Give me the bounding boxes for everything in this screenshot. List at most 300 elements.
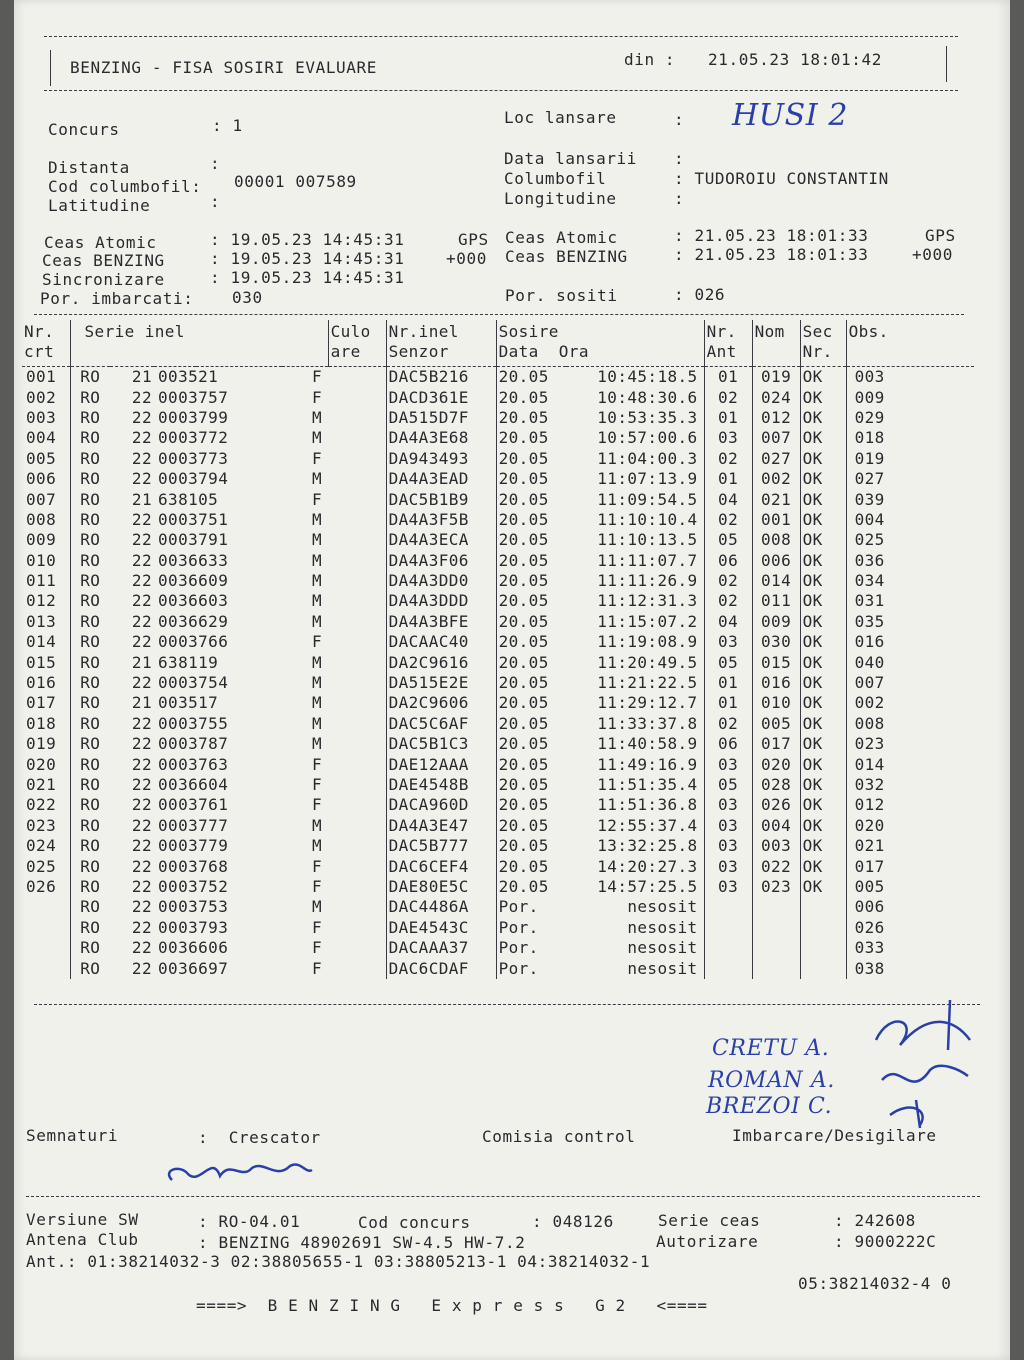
cell-nom: 004	[752, 816, 800, 836]
cell-ora: 10:57:00.6	[597, 428, 698, 448]
cell-senzor: DA4A3DDD	[386, 591, 496, 611]
cell-ant: 05	[704, 530, 752, 550]
cell-senzor: DAC5B216	[386, 367, 496, 388]
cell-ant: 05	[704, 775, 752, 795]
cell-nom: 028	[752, 775, 800, 795]
cell-an: 22	[131, 795, 152, 815]
loc-lansare-value: HUSI 2	[732, 98, 849, 133]
left-benzing-extra: +000	[446, 249, 487, 268]
cell-empty	[328, 714, 386, 734]
cell-data: 20.05	[496, 795, 566, 815]
cell-obs: 009	[846, 387, 974, 407]
cell-inel: 0003754	[158, 673, 229, 693]
cell-inel: 638119	[158, 652, 219, 672]
cell-an: 22	[131, 958, 152, 978]
cell-nom: 015	[752, 652, 800, 672]
cell-obs: 039	[846, 489, 974, 509]
cell-inel: 0036603	[158, 591, 229, 611]
cell-sex: F	[312, 775, 323, 794]
latitudine-label: Latitudine	[48, 196, 151, 215]
cell-sex: F	[312, 632, 323, 652]
table-row	[22, 938, 974, 958]
cell-ora: 10:53:35.3	[597, 407, 698, 427]
cell-sec: OK	[800, 591, 846, 611]
table-top-border	[34, 314, 964, 315]
cell-ora: 14:20:27.3	[597, 856, 698, 876]
cell-sec: OK	[800, 571, 846, 591]
cell-nr: 011	[26, 571, 57, 591]
cell-nom	[752, 897, 800, 917]
col-serie-inel: Serie inel	[70, 320, 328, 367]
cell-sec	[800, 958, 846, 978]
cell-empty	[328, 856, 386, 876]
col-ant: Nr. Ant	[704, 320, 752, 367]
cell-empty	[328, 408, 386, 428]
cell-tara: RO	[70, 469, 110, 489]
cell-sec: OK	[800, 387, 846, 407]
longitudine-label: Longitudine	[504, 189, 617, 208]
cell-an: 22	[131, 407, 152, 427]
cell-an: 22	[131, 469, 152, 489]
cell-nom: 009	[752, 612, 800, 632]
cell-inel: 0036629	[158, 611, 229, 631]
cell-tara: RO	[70, 877, 110, 897]
cell-data: 20.05	[496, 551, 566, 571]
table-row	[22, 652, 974, 672]
cell-sec: OK	[800, 551, 846, 571]
cell-sec: OK	[800, 714, 846, 734]
cell-senzor: DA4A3BFE	[386, 612, 496, 632]
cell-ora: 11:51:36.8	[597, 795, 698, 815]
cell-obs: 027	[846, 469, 974, 489]
cell-ant: 03	[704, 816, 752, 836]
cell-obs: 005	[846, 877, 974, 897]
cell-empty	[328, 734, 386, 754]
cell-nr: 013	[26, 611, 57, 631]
table-header-row	[22, 320, 974, 367]
cell-sex: F	[312, 448, 323, 468]
cell-nom	[752, 958, 800, 978]
antennas-line-2: 05:38214032-4 0	[798, 1274, 952, 1293]
cell-sec: OK	[800, 367, 846, 388]
cell-obs: 014	[846, 754, 974, 774]
col-culoare: Culo are	[328, 320, 386, 367]
right-atomic-extra: GPS	[925, 226, 956, 245]
cell-senzor: DAE4543C	[386, 918, 496, 938]
cell-inel: 0003793	[158, 917, 229, 937]
cell-nom: 020	[752, 754, 800, 774]
cell-ant: 06	[704, 551, 752, 571]
cell-senzor: DAC5B1C3	[386, 734, 496, 754]
cell-an: 22	[131, 713, 152, 733]
table-bottom-border	[34, 1004, 980, 1005]
cell-sex: M	[312, 652, 323, 672]
cell-ant: 03	[704, 836, 752, 856]
cell-obs: 029	[846, 408, 974, 428]
cell-senzor: DA4A3F5B	[386, 510, 496, 530]
cell-empty	[328, 877, 386, 897]
cell-nom: 007	[752, 428, 800, 448]
cell-ant: 02	[704, 714, 752, 734]
cell-data: Por.	[496, 938, 566, 958]
cell-ora: 11:12:31.3	[597, 591, 698, 611]
table-row	[22, 449, 974, 469]
cell-an: 22	[131, 917, 152, 937]
cell-ora: 11:19:08.9	[597, 632, 698, 652]
cell-inel: 0003752	[158, 876, 229, 896]
cell-empty	[328, 571, 386, 591]
cell-empty	[328, 652, 386, 672]
cell-data: 20.05	[496, 877, 566, 897]
data-lansarii-value: :	[674, 149, 685, 168]
cell-ora: 11:10:10.4	[597, 509, 698, 529]
cell-nr: 004	[26, 428, 57, 448]
longitudine-value: :	[674, 189, 685, 208]
cell-sex: F	[312, 876, 323, 896]
cell-ora: 11:15:07.2	[597, 611, 698, 631]
cell-ant: 02	[704, 449, 752, 469]
cell-empty	[328, 795, 386, 815]
cell-sex: F	[312, 754, 323, 774]
cell-tara: RO	[70, 938, 110, 958]
cell-sec: OK	[800, 632, 846, 652]
cell-sec: OK	[800, 693, 846, 713]
table-row	[22, 754, 974, 774]
versiune-label: Versiune SW	[26, 1210, 139, 1229]
cell-sec: OK	[800, 836, 846, 856]
cell-nom: 019	[752, 367, 800, 388]
cell-obs: 003	[846, 367, 974, 388]
table-row	[22, 387, 974, 407]
cell-an: 22	[131, 509, 152, 529]
cell-obs: 006	[846, 897, 974, 917]
cell-an: 21	[131, 652, 152, 672]
data-lansarii-label: Data lansarii	[504, 149, 638, 168]
semnaturi-label: Semnaturi	[26, 1126, 119, 1145]
cell-an: 22	[131, 673, 152, 693]
signature-name-1: CRETU A.	[712, 1036, 830, 1061]
cell-inel: 0003768	[158, 856, 229, 876]
cell-obs: 007	[846, 673, 974, 693]
cell-ant	[704, 938, 752, 958]
col-sec: Sec Nr.	[800, 320, 846, 367]
cod-columbofil-value: 00001 007589	[234, 172, 357, 191]
cell-sec: OK	[800, 489, 846, 509]
cell-obs: 021	[846, 836, 974, 856]
cell-senzor: DAC5B1B9	[386, 489, 496, 509]
cell-nr: 025	[26, 856, 57, 876]
cell-nr: 026	[26, 876, 57, 896]
cell-inel: 0003761	[158, 795, 229, 815]
cell-ora: 11:21:22.5	[597, 673, 698, 693]
columbofil-label: Columbofil	[504, 169, 607, 188]
distanta-value: :	[210, 154, 221, 173]
cell-an: 22	[131, 815, 152, 835]
cell-sex: M	[312, 713, 323, 733]
sincronizare-label: Sincronizare	[42, 270, 165, 289]
table-row	[22, 693, 974, 713]
cell-data: Por.	[496, 897, 566, 917]
concurs-value: : 1	[212, 116, 243, 135]
cell-ant: 01	[704, 367, 752, 388]
cell-ant: 01	[704, 408, 752, 428]
cell-tara: RO	[70, 836, 110, 856]
cell-empty	[328, 918, 386, 938]
autorizare-value: : 9000222C	[834, 1232, 937, 1251]
cell-inel: 638105	[158, 489, 219, 509]
cell-sex: F	[312, 387, 323, 407]
cell-empty	[328, 530, 386, 550]
cell-obs: 036	[846, 551, 974, 571]
cell-nom: 005	[752, 714, 800, 734]
loc-lansare-label: Loc lansare	[504, 108, 617, 127]
cell-sec: OK	[800, 734, 846, 754]
cell-nr: 005	[26, 448, 57, 468]
cell-tara: RO	[70, 551, 110, 571]
cell-data: 20.05	[496, 408, 566, 428]
cell-senzor: DAC5C6AF	[386, 714, 496, 734]
cell-nr: 016	[26, 673, 57, 693]
cell-inel: 0003777	[158, 815, 229, 835]
cell-sex: M	[312, 673, 323, 693]
cell-ant: 04	[704, 612, 752, 632]
table-row	[22, 551, 974, 571]
cell-sec: OK	[800, 449, 846, 469]
cell-data: 20.05	[496, 428, 566, 448]
cell-an: 21	[131, 367, 152, 387]
cell-obs: 031	[846, 591, 974, 611]
cell-senzor: DA4A3E47	[386, 816, 496, 836]
cell-data: 20.05	[496, 775, 566, 795]
cell-an: 22	[131, 938, 152, 958]
cell-sec: OK	[800, 754, 846, 774]
imbarcare-label: Imbarcare/Desigilare	[732, 1126, 937, 1145]
cell-nr: 021	[26, 775, 57, 794]
cell-sex: M	[312, 571, 323, 591]
cell-empty	[328, 836, 386, 856]
table-row	[22, 632, 974, 652]
cell-inel: 0036609	[158, 571, 229, 591]
cell-an: 21	[131, 489, 152, 509]
cell-senzor: DACAAA37	[386, 938, 496, 958]
cell-sex: M	[312, 428, 323, 448]
arrivals-table	[22, 320, 974, 979]
cell-data: 20.05	[496, 387, 566, 407]
cell-sec: OK	[800, 856, 846, 876]
cell-obs: 012	[846, 795, 974, 815]
table-row	[22, 897, 974, 917]
crescator-signature	[160, 1150, 320, 1190]
cell-inel: 0003755	[158, 713, 229, 733]
cell-inel: 0003751	[158, 509, 229, 529]
cell-ant: 02	[704, 510, 752, 530]
cell-ant: 03	[704, 754, 752, 774]
cell-nom	[752, 938, 800, 958]
cell-ora: nesosit	[627, 917, 698, 937]
cell-ora: 12:55:37.4	[597, 815, 698, 835]
sositi-value: : 026	[674, 285, 726, 304]
cell-obs: 023	[846, 734, 974, 754]
left-atomic-extra: GPS	[458, 230, 489, 249]
cell-senzor: DAC4486A	[386, 897, 496, 917]
sincronizare-value: : 19.05.23 14:45:31	[210, 268, 405, 287]
cell-ant	[704, 918, 752, 938]
cell-nom: 017	[752, 734, 800, 754]
cell-senzor: DACAAC40	[386, 632, 496, 652]
cell-ant: 04	[704, 489, 752, 509]
cell-inel: 0003763	[158, 754, 229, 774]
cell-data: 20.05	[496, 449, 566, 469]
cell-ant: 02	[704, 571, 752, 591]
cell-data: 20.05	[496, 816, 566, 836]
cell-data: 20.05	[496, 734, 566, 754]
cell-sec: OK	[800, 408, 846, 428]
cell-tara: RO	[70, 591, 110, 611]
cell-obs: 016	[846, 632, 974, 652]
cell-nr: 008	[26, 509, 57, 529]
cell-ant: 01	[704, 469, 752, 489]
cell-data: Por.	[496, 918, 566, 938]
cell-inel: 0036697	[158, 958, 229, 978]
serie-ceas-value: : 242608	[834, 1211, 916, 1230]
right-benzing-label: Ceas BENZING	[505, 247, 628, 266]
cell-senzor: DA2C9616	[386, 652, 496, 672]
cell-sex: M	[312, 836, 323, 856]
cell-data: 20.05	[496, 714, 566, 734]
cell-data: 20.05	[496, 469, 566, 489]
cell-nr: 007	[26, 489, 57, 509]
versiune-value: : RO-04.01	[198, 1212, 301, 1231]
cell-nom: 011	[752, 591, 800, 611]
cell-obs: 018	[846, 428, 974, 448]
cell-ora: 11:49:16.9	[597, 754, 698, 774]
columbofil-value: : TUDOROIU CONSTANTIN	[674, 169, 889, 188]
cell-nr: 014	[26, 632, 57, 652]
cell-obs: 035	[846, 612, 974, 632]
left-atomic-value: : 19.05.23 14:45:31	[210, 230, 405, 249]
cell-senzor: DAE80E5C	[386, 877, 496, 897]
cell-data: 20.05	[496, 693, 566, 713]
cell-sec: OK	[800, 652, 846, 672]
cell-empty	[328, 469, 386, 489]
cell-tara: RO	[70, 449, 110, 469]
cell-an: 21	[131, 693, 152, 713]
cell-tara: RO	[70, 734, 110, 754]
cell-inel: 0003787	[158, 734, 229, 754]
cell-ant: 01	[704, 673, 752, 693]
cell-senzor: DAE12AAA	[386, 754, 496, 774]
cell-data: Por.	[496, 958, 566, 978]
cell-an: 22	[131, 632, 152, 652]
header-left-bar	[50, 50, 51, 86]
table-row	[22, 958, 974, 978]
cell-an: 22	[131, 856, 152, 876]
signature-name-2: ROMAN A.	[708, 1068, 835, 1093]
right-benzing-extra: +000	[912, 245, 953, 264]
cell-ant: 01	[704, 693, 752, 713]
cell-nom: 027	[752, 449, 800, 469]
cell-sec: OK	[800, 530, 846, 550]
cell-tara: RO	[70, 795, 110, 815]
cell-nr	[22, 958, 70, 978]
cell-senzor: DA4A3F06	[386, 551, 496, 571]
cell-an: 22	[131, 897, 152, 917]
cell-sex: M	[312, 693, 323, 713]
cell-sec	[800, 918, 846, 938]
cell-an: 22	[131, 876, 152, 896]
cell-data: 20.05	[496, 836, 566, 856]
cell-ora: 11:11:07.7	[597, 550, 698, 570]
loc-lansare-sep: :	[674, 110, 685, 129]
cell-tara: RO	[70, 428, 110, 448]
cell-nom: 023	[752, 877, 800, 897]
cell-sex: M	[312, 530, 323, 550]
cell-obs: 032	[846, 775, 974, 795]
cell-senzor: DACD361E	[386, 387, 496, 407]
table-row	[22, 775, 974, 795]
cell-nom: 014	[752, 571, 800, 591]
table-row	[22, 816, 974, 836]
cell-an: 22	[131, 775, 152, 794]
cell-empty	[328, 449, 386, 469]
cell-ant: 03	[704, 428, 752, 448]
table-row	[22, 877, 974, 897]
cell-an: 22	[131, 611, 152, 631]
cell-sex: M	[312, 611, 323, 631]
cell-inel: 0003799	[158, 407, 229, 427]
cell-nr: 009	[26, 530, 57, 550]
right-atomic-label: Ceas Atomic	[505, 228, 618, 247]
cell-inel: 0003794	[158, 469, 229, 489]
cell-obs: 017	[846, 856, 974, 876]
antena-label: Antena Club	[26, 1230, 139, 1249]
cell-inel: 0003772	[158, 428, 229, 448]
cell-ora: 11:51:35.4	[597, 775, 698, 794]
cell-an: 22	[131, 836, 152, 856]
cell-sec: OK	[800, 816, 846, 836]
cell-sex: F	[312, 958, 323, 978]
cell-an: 22	[131, 754, 152, 774]
cell-sex: M	[312, 734, 323, 754]
cell-tara: RO	[70, 714, 110, 734]
cell-inel: 0003753	[158, 897, 229, 917]
cell-nr: 010	[26, 550, 57, 570]
imbarcati-label: Por. imbarcati:	[40, 289, 194, 308]
table-row	[22, 856, 974, 876]
cell-nr: 019	[26, 734, 57, 754]
cell-nr: 003	[26, 407, 57, 427]
cell-empty	[328, 591, 386, 611]
cell-empty	[328, 612, 386, 632]
cell-inel: 0036633	[158, 550, 229, 570]
cell-tara: RO	[70, 510, 110, 530]
brand-footer: ====> B E N Z I N G E x p r e s s G 2 <====	[196, 1296, 708, 1315]
commission-signature-marks	[860, 990, 980, 1130]
cell-empty	[328, 897, 386, 917]
cell-sex: F	[312, 489, 323, 509]
imbarcati-value: 030	[232, 288, 263, 307]
cell-data: 20.05	[496, 591, 566, 611]
cod-concurs-value: : 048126	[532, 1212, 614, 1231]
sositi-label: Por. sositi	[505, 286, 618, 305]
crescator-label: : Crescator	[198, 1128, 321, 1147]
din-value: 21.05.23 18:01:42	[708, 50, 882, 69]
table-row	[22, 795, 974, 815]
cell-sec: OK	[800, 469, 846, 489]
cell-senzor: DAC6CDAF	[386, 958, 496, 978]
table-row	[22, 836, 974, 856]
cell-senzor: DA515D7F	[386, 408, 496, 428]
